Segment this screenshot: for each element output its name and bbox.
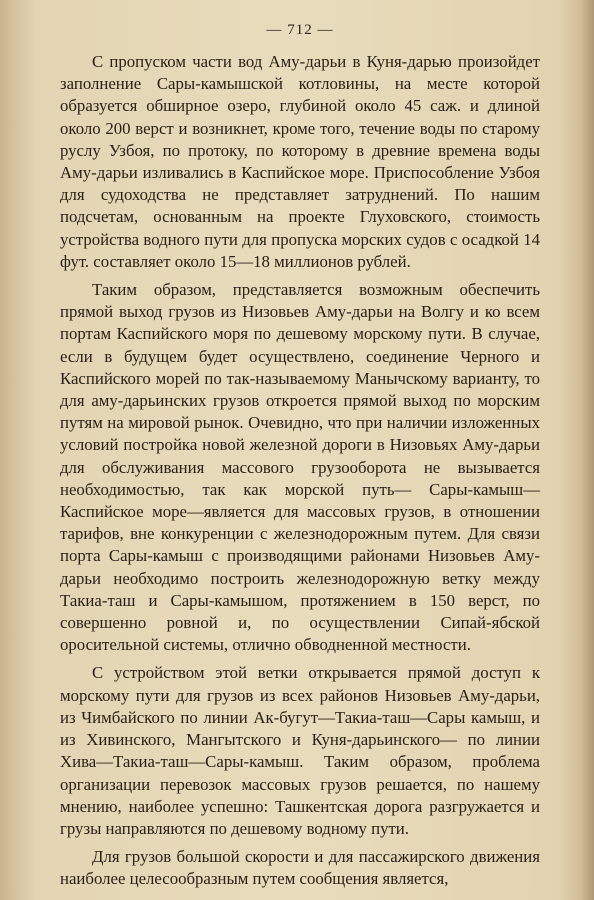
page-edge-shadow	[580, 0, 594, 900]
page-number: — 712 —	[266, 22, 334, 38]
paragraph-2: Таким образом, представляется возможным обеспечить прямой выход грузов из Низовьев Аму-дарьи на Волгу и ко всем портам Каспийского моря по дешевому морскому пути. В случае, если в будущем будет осуществлено, соединение Черного и Каспийского морей по так-называемому Манычскому варианту, то для аму-дарьинских грузов откроется прямой выход по морским путям на мировой рынок. Очевидно, что при наличии изложенных условий постройка новой железной дороги в Низовьях Аму-дарьи для обслуживания массового грузооборота не вызывается необходимостью, так как морской путь— Сары-камыш—Каспийское море—является для массовых грузов, в отношении тарифов, вне конкуренции с железнодорожным путем. Для связи порта Сары-камыш с производящими районами Низовьев Аму-дарьи необходимо построить железнодорожную ветку между Такиа-таш и Сары-камышом, протяжением в 150 верст, по совершенно ровной и, по осуществлении Сипай-ябской оросительной системы, отлично обводненной местности.	[60, 280, 540, 655]
paragraph-4: Для грузов большой скорости и для пассажирского движения наиболее целесообразным путем сообщения является,	[60, 847, 540, 889]
paragraph-1: С пропуском части вод Аму-дарьи в Куня-дарью произойдет заполнение Сары-камышской котловины, на месте которой образуется обширное озеро, глубиной около 45 саж. и длиной около 200 верст и возникнет, кроме того, течение воды по старому руслу Узбоя, по протоку, по которому в древние времена воды Аму-дарьи изливались в Каспийское море. Приспособление Узбоя для судоходства не представляет затруднений. По нашим подсчетам, основанным на проекте Глуховского, стоимость устройства водного пути для пропуска морских судов с осадкой 14 фут. составляет около 15—18 миллионов рублей.	[60, 52, 540, 271]
paragraph-3: С устройством этой ветки открывается прямой доступ к морскому пути для грузов из всех районов Низовьев Аму-дарьи, из Чимбайского по линии Ак-бугут—Такиа-таш—Сары камыш, и из Хивинского, Мангытского и Куня-дарьинского— по линии Хива—Такиа-таш—Сары-камыш. Таким образом, проблема организации перевозок массовых грузов решается, по нашему мнению, наиболее успешно: Ташкентская дорога разгружается и грузы направляются по дешевому водному пути.	[60, 663, 540, 838]
